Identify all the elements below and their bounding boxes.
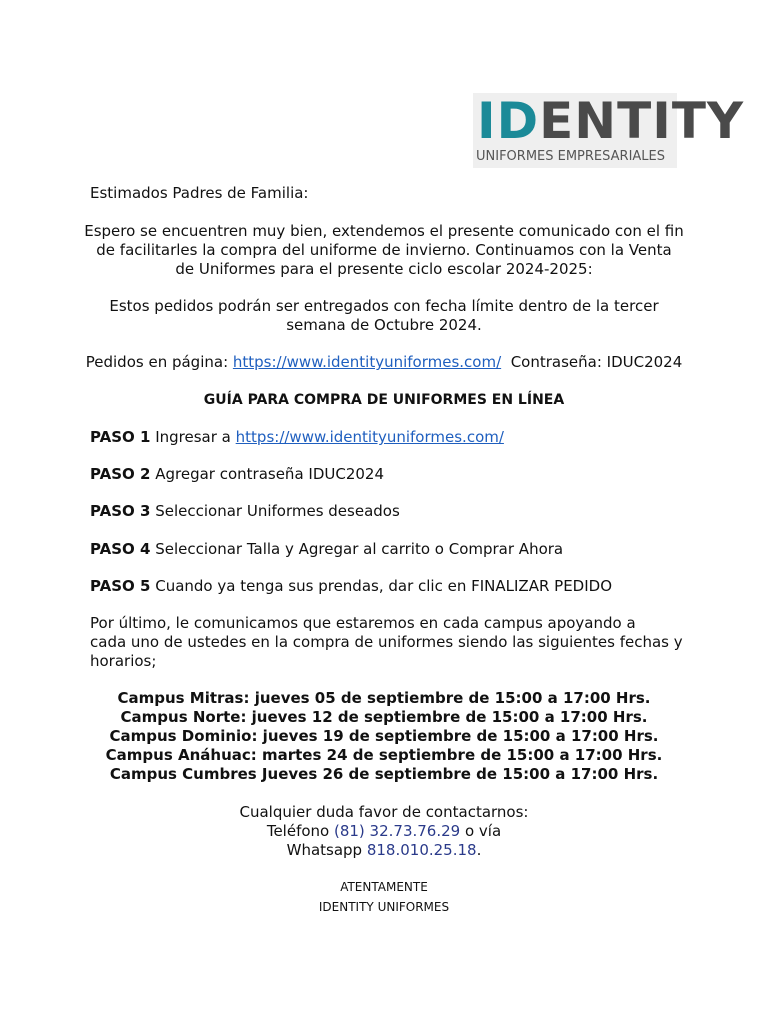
campus-anahuac: Campus Anáhuac: martes 24 de septiembre de 15:00 a 17:00 Hrs. [105, 746, 663, 764]
step-1-label: PASO 1 [90, 428, 151, 446]
phone-number[interactable]: (81) 32.73.76.29 [333, 822, 461, 840]
step-3-label: PASO 3 [90, 502, 151, 520]
closing-line-2: cada uno de ustedes en la compra de uniformes siendo las siguientes fechas y [90, 633, 683, 651]
step-4-label: PASO 4 [90, 540, 151, 558]
step-2-text: Agregar contraseña IDUC2024 [150, 465, 385, 483]
signature-atentamente: ATENTAMENTE [340, 880, 428, 894]
step-1 [90, 428, 504, 447]
intro-line-3: de Uniformes para el presente ciclo escolar 2024-2025: [175, 260, 593, 278]
delivery-line-2: semana de Octubre 2024. [286, 316, 482, 334]
step-4 [90, 540, 563, 559]
orders-website-link[interactable]: https://www.identityuniformes.com/ [232, 353, 502, 371]
logo-accent-text: ID [477, 92, 540, 150]
step-3-text: Seleccionar Uniformes deseados [150, 502, 400, 520]
whatsapp-number[interactable]: 818.010.25.18 [366, 841, 477, 859]
step-1-text: Ingresar a [150, 428, 236, 446]
closing-line-1: Por último, le comunicamos que estaremos en cada campus apoyando a [90, 614, 636, 632]
step-2-label: PASO 2 [90, 465, 151, 483]
orders-password: Contraseña: IDUC2024 [510, 353, 683, 371]
campus-dominio: Campus Dominio: jueves 19 de septiembre de 15:00 a 17:00 Hrs. [109, 727, 659, 745]
greeting: Estimados Padres de Familia: [90, 184, 309, 202]
logo-rest-text: ENTITY [539, 92, 745, 150]
signature-company: IDENTITY UNIFORMES [318, 900, 450, 914]
campus-cumbres: Campus Cumbres Jueves 26 de septiembre de 15:00 a 17:00 Hrs. [109, 765, 659, 783]
campus-norte: Campus Norte: jueves 12 de septiembre de 15:00 a 17:00 Hrs. [120, 708, 648, 726]
orders-prefix: Pedidos en página: [85, 353, 233, 371]
closing-line-3: horarios; [90, 652, 157, 670]
whatsapp-suffix: . [476, 841, 482, 859]
guide-title: GUÍA PARA COMPRA DE UNIFORMES EN LÍNEA [203, 392, 565, 408]
whatsapp-prefix: Whatsapp [286, 841, 367, 859]
intro-line-2: de facilitarles la compra del uniforme de invierno. Continuamos con la Venta [96, 241, 672, 259]
step-3 [90, 502, 400, 521]
step-5-label: PASO 5 [90, 577, 151, 595]
step-2 [90, 465, 384, 484]
logo-wordmark [477, 93, 744, 149]
phone-suffix: o vía [460, 822, 502, 840]
phone-prefix: Teléfono [266, 822, 334, 840]
contact-whatsapp-line [60, 841, 708, 860]
delivery-line-1: Estos pedidos podrán ser entregados con fecha límite dentro de la tercer [109, 297, 659, 315]
orders-line [60, 353, 708, 372]
intro-line-1: Espero se encuentren muy bien, extendemos el presente comunicado con el fin [84, 222, 684, 240]
step-4-text: Seleccionar Talla y Agregar al carrito o Comprar Ahora [150, 540, 564, 558]
contact-phone-line [60, 822, 708, 841]
contact-line: Cualquier duda favor de contactarnos: [239, 803, 529, 821]
identity-logo [473, 92, 745, 168]
campus-mitras: Campus Mitras: jueves 05 de septiembre de 15:00 a 17:00 Hrs. [117, 689, 651, 707]
step-5 [90, 577, 612, 596]
step-5-text: Cuando ya tenga sus prendas, dar clic en FINALIZAR PEDIDO [150, 577, 613, 595]
step-1-website-link[interactable]: https://www.identityuniformes.com/ [235, 428, 504, 446]
logo-subtitle: UNIFORMES EMPRESARIALES [476, 149, 666, 164]
